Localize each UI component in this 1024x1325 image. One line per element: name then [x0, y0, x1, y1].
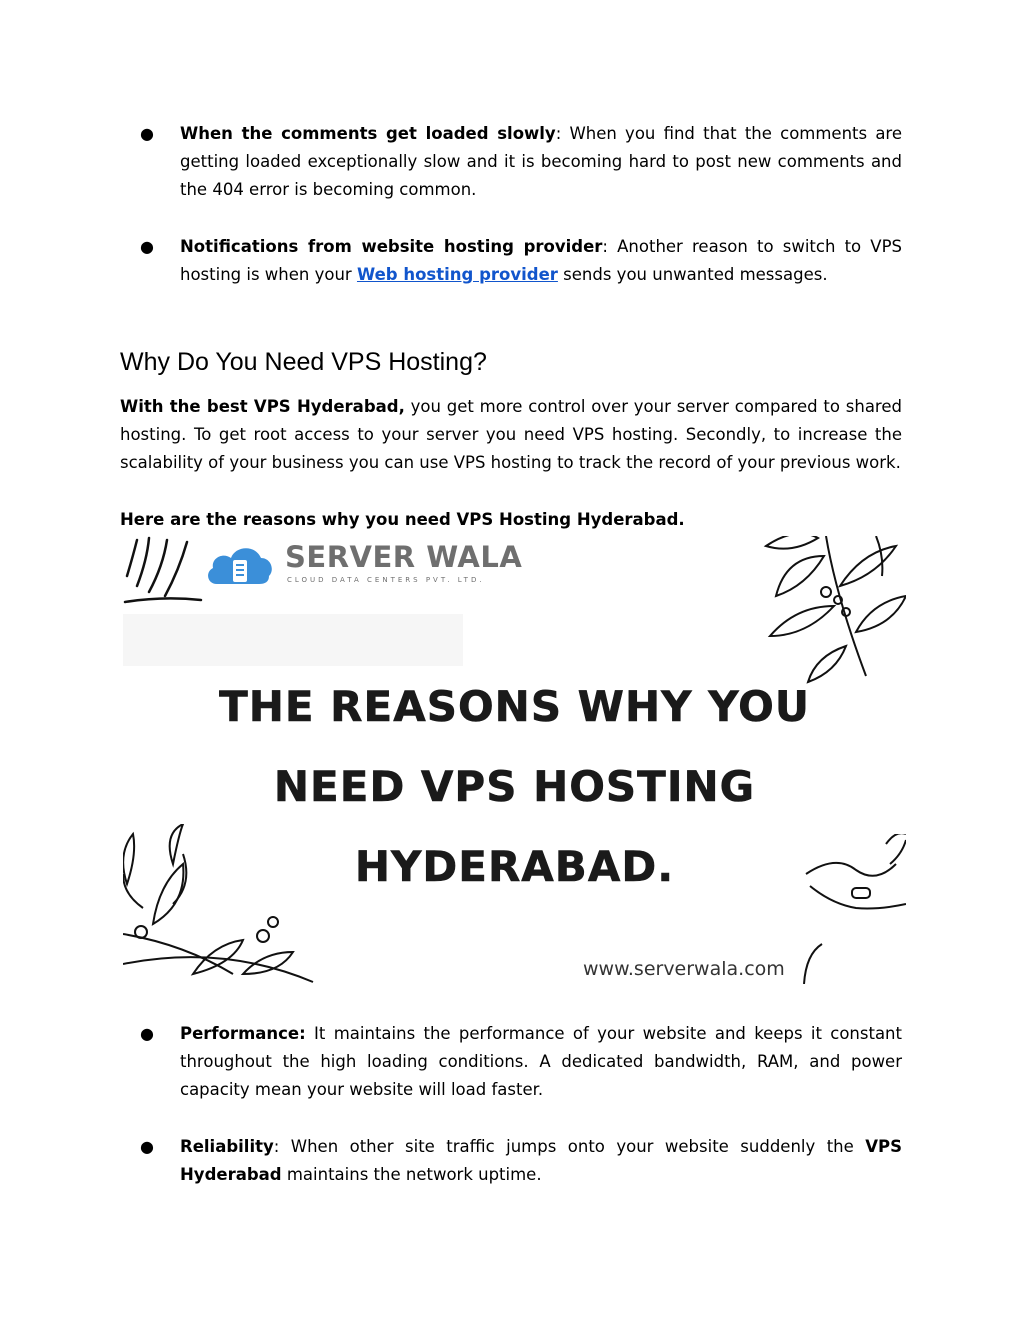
bullet-performance [140, 1020, 902, 1104]
banner-image [123, 536, 906, 984]
banner-title-line-2: NEED VPS HOSTING [273, 762, 756, 811]
banner-url: www.serverwala.com [583, 958, 785, 980]
reasons-heading-text: Here are the reasons why you need VPS Hosting Hyderabad. [120, 510, 685, 529]
bullet-dot: ● [140, 124, 154, 143]
section-heading: Why Do You Need VPS Hosting? [120, 348, 487, 376]
web-hosting-provider-link[interactable]: Web hosting provider [356, 265, 558, 284]
bullet-text: It maintains the performance of your website and keeps it constant throughout the high loading conditions. A dedicated bandwidth, RAM, and power capacity mean your website will load faster. [180, 1024, 902, 1099]
banner-title-line-3: HYDERABAD. [354, 842, 675, 891]
bullet-title: Reliability [180, 1137, 274, 1156]
bullet-notifications [140, 233, 902, 289]
bullet-bold-vps-hyderabad: VPS Hyderabad [180, 1137, 902, 1184]
bullet-dot: ● [140, 1137, 154, 1156]
leaf-branch-bottom-left-icon [123, 824, 323, 984]
bullet-reliability [140, 1133, 902, 1189]
bullet-title: Performance: [180, 1024, 306, 1043]
reasons-heading [120, 506, 902, 534]
bullet-dot: ● [140, 237, 154, 256]
bullet-text: : When you find that the comments are getting loaded exceptionally slow and it is becoming hard to post new comments and the 404 error is becoming common. [180, 124, 903, 199]
brand-name: SERVER WALA [285, 540, 523, 574]
brand-subtitle: CLOUD DATA CENTERS PVT. LTD. [287, 576, 485, 584]
banner-title-line-1: THE REASONS WHY YOU [219, 682, 810, 731]
bullet-text-after: sends you unwanted messages. [557, 265, 828, 284]
bullet-dot: ● [140, 1024, 154, 1043]
bullet-text: : Another reason to switch to VPS hosting is when your [180, 237, 903, 284]
intro-text: you get more control over your server compared to shared hosting. To get root access to your server you need VPS hosting. Secondly, to increase the scalability of your business you can use VPS hosting to track the record of your previous work. [120, 397, 902, 472]
intro-bold: With the best VPS Hyderabad, [120, 397, 405, 416]
bullet-title: Notifications from website hosting provider [180, 237, 603, 256]
intro-paragraph [120, 393, 902, 477]
cloud-logo-icon [203, 540, 275, 588]
serverwala-logo [203, 540, 275, 593]
bullet-comments-slow [140, 120, 902, 204]
bullet-text: : When other site traffic jumps onto your website suddenly the [273, 1137, 866, 1156]
grass-decoration-icon [123, 536, 203, 606]
hand-leaf-bottom-right-icon [796, 834, 906, 984]
logo-backdrop [123, 614, 463, 666]
leaf-branch-top-right-icon [706, 536, 906, 686]
bullet-text-after: maintains the network uptime. [281, 1165, 542, 1184]
bullet-title: When the comments get loaded slowly [180, 124, 556, 143]
